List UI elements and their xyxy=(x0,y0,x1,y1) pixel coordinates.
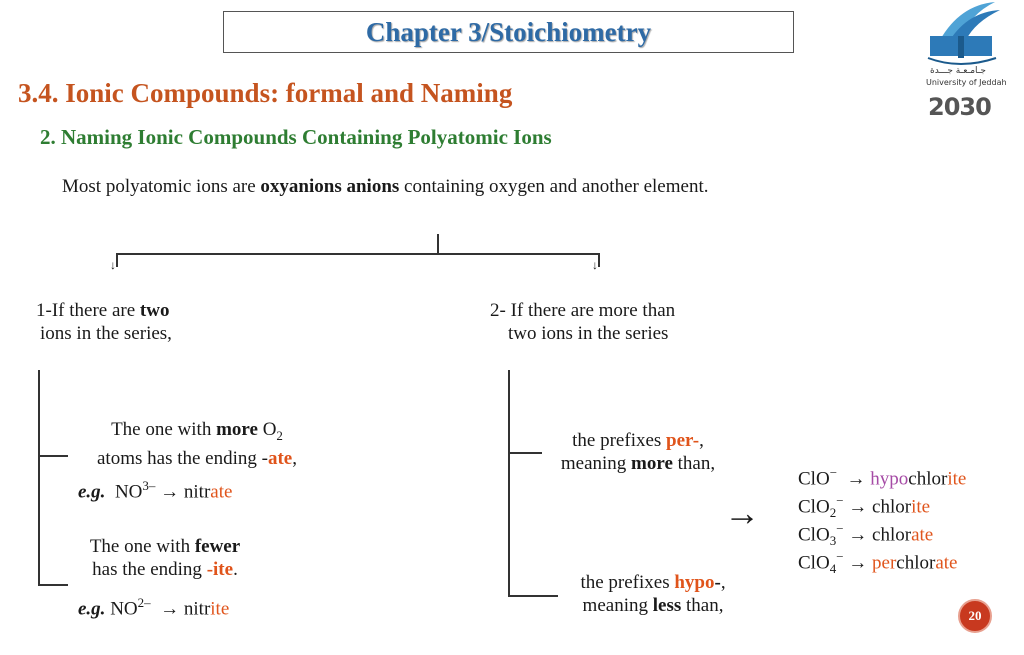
fewer-bold: fewer xyxy=(194,536,241,557)
suffix: ate xyxy=(911,524,934,546)
per-than: than, xyxy=(672,453,716,474)
nitrate-suffix: ate xyxy=(210,481,233,503)
more-text: The one with xyxy=(111,419,217,440)
left-drop-line xyxy=(116,253,118,267)
tree-branch-line xyxy=(116,253,600,255)
nitrate-stem: nitr xyxy=(183,481,211,503)
stem: chlor xyxy=(908,468,948,490)
arrow-icon: → xyxy=(846,468,866,490)
per-end: , xyxy=(699,430,704,451)
ite-rule-end: . xyxy=(233,559,238,580)
formula: ClO xyxy=(798,552,830,574)
left-bracket-tick-bottom xyxy=(38,584,68,586)
intro-text xyxy=(62,176,708,198)
nitrite-charge: 2– xyxy=(137,595,151,610)
ate-rule-end: , xyxy=(292,447,297,469)
charge: − xyxy=(836,521,844,536)
right-arrowhead-icon: ↓ xyxy=(592,258,598,272)
intro-bold: oxyanions anions xyxy=(260,176,400,197)
charge: − xyxy=(836,493,844,508)
suffix: ite xyxy=(947,468,967,490)
left-bracket-line xyxy=(38,370,40,585)
ate-suffix: ate xyxy=(267,447,293,469)
hypo-than: than, xyxy=(681,595,724,616)
logo-english-text: University of Jeddah xyxy=(926,78,1007,87)
example-nitrite xyxy=(78,591,229,620)
hypo-dash: - xyxy=(714,572,721,593)
per-prefix: per- xyxy=(666,430,700,451)
hypo-end: , xyxy=(720,572,726,593)
left-arrowhead-icon: ↓ xyxy=(110,258,116,272)
stem: chlor xyxy=(872,496,912,518)
arrow-icon: → xyxy=(848,552,868,574)
series-row-chlorite xyxy=(798,489,1008,521)
logo-arabic-text: جـامـعـة جـــدة xyxy=(930,66,986,76)
eg-label: e.g. xyxy=(78,598,106,620)
fewer-oxygen-rule xyxy=(72,535,258,581)
page-number-badge xyxy=(958,599,992,633)
subscript: 3 xyxy=(829,533,837,549)
big-right-arrow-icon: → xyxy=(724,493,760,533)
right-branch-heading xyxy=(490,299,675,345)
nitrite-suffix: ite xyxy=(210,598,230,620)
arrow-icon: → xyxy=(848,496,868,518)
eg-label: e.g. xyxy=(78,481,106,503)
formula: ClO xyxy=(798,468,830,490)
chapter-title-box xyxy=(223,11,794,53)
stem: chlor xyxy=(872,524,912,546)
formula: ClO xyxy=(798,524,830,546)
stem: chlor xyxy=(896,552,936,574)
chapter-title: Chapter 3/Stoichiometry xyxy=(365,16,652,47)
page-number: 20 xyxy=(968,608,982,623)
nitrite-formula: NO xyxy=(110,598,138,620)
arrow-icon: → xyxy=(160,598,180,620)
left-heading-bold: two xyxy=(139,300,170,321)
charge: − xyxy=(829,465,838,480)
right-bracket-tick-top xyxy=(508,452,542,454)
right-bracket-tick-bottom xyxy=(508,595,558,597)
series-row-hypochlorite xyxy=(798,461,1008,489)
left-bracket-tick-top xyxy=(38,455,68,457)
nitrite-stem: nitr xyxy=(183,598,211,620)
section-title: 3.4. Ionic Compounds: formal and Naming xyxy=(18,78,513,108)
intro-after: containing oxygen and another element. xyxy=(399,176,709,197)
prefix: per xyxy=(872,552,897,574)
per-prefix-rule xyxy=(540,429,736,475)
charge: − xyxy=(836,549,844,564)
ite-rule-text: has the ending xyxy=(92,559,207,580)
per-meaning: meaning xyxy=(560,453,632,474)
arrow-icon: → xyxy=(160,481,180,503)
ate-rule-text: atoms has the ending - xyxy=(97,447,268,469)
intro-before: Most polyatomic ions are xyxy=(62,176,261,197)
suffix: ite xyxy=(911,496,931,518)
more-oxygen-rule xyxy=(72,418,322,470)
more-bold: more xyxy=(216,419,258,440)
more-o-sub: 2 xyxy=(276,427,283,443)
nitrate-formula: NO xyxy=(114,481,143,503)
per-text: the prefixes xyxy=(572,430,667,451)
subscript: 4 xyxy=(829,561,837,577)
series-row-chlorate xyxy=(798,517,1008,549)
tree-stem-line xyxy=(437,234,439,254)
subscript: 2 xyxy=(829,505,837,521)
suffix: ate xyxy=(935,552,958,574)
prefix: hypo xyxy=(870,468,909,490)
left-heading-part: 1-If there are xyxy=(36,300,140,321)
nitrate-charge: 3– xyxy=(142,478,156,493)
subsection-title: 2. Naming Ionic Compounds Containing Polyatomic Ions xyxy=(40,125,552,149)
hypo-prefix: hypo xyxy=(674,572,715,593)
hypo-meaning: meaning xyxy=(582,595,653,616)
example-nitrate xyxy=(78,474,232,503)
right-drop-line xyxy=(598,253,600,267)
chlorine-oxyanion-series xyxy=(798,461,1008,577)
hypo-less-bold: less xyxy=(652,595,682,616)
university-logo xyxy=(920,0,1007,125)
hypo-prefix-rule xyxy=(560,571,746,617)
right-bracket-line xyxy=(508,370,510,596)
left-branch-heading xyxy=(36,299,172,345)
right-heading-line2: two ions in the series xyxy=(508,323,669,344)
logo-vision-text: 2030 xyxy=(928,93,991,121)
series-row-perchlorate xyxy=(798,545,1008,577)
left-heading-line2: ions in the series, xyxy=(40,323,172,344)
formula: ClO xyxy=(798,496,830,518)
hypo-text: the prefixes xyxy=(580,572,675,593)
ite-suffix: -ite xyxy=(206,559,234,580)
fewer-text: The one with xyxy=(89,536,195,557)
right-heading-line1: 2- If there are more than xyxy=(490,300,676,321)
arrow-icon: → xyxy=(848,524,868,546)
more-o-text: O xyxy=(257,419,277,440)
per-more-bold: more xyxy=(631,453,673,474)
